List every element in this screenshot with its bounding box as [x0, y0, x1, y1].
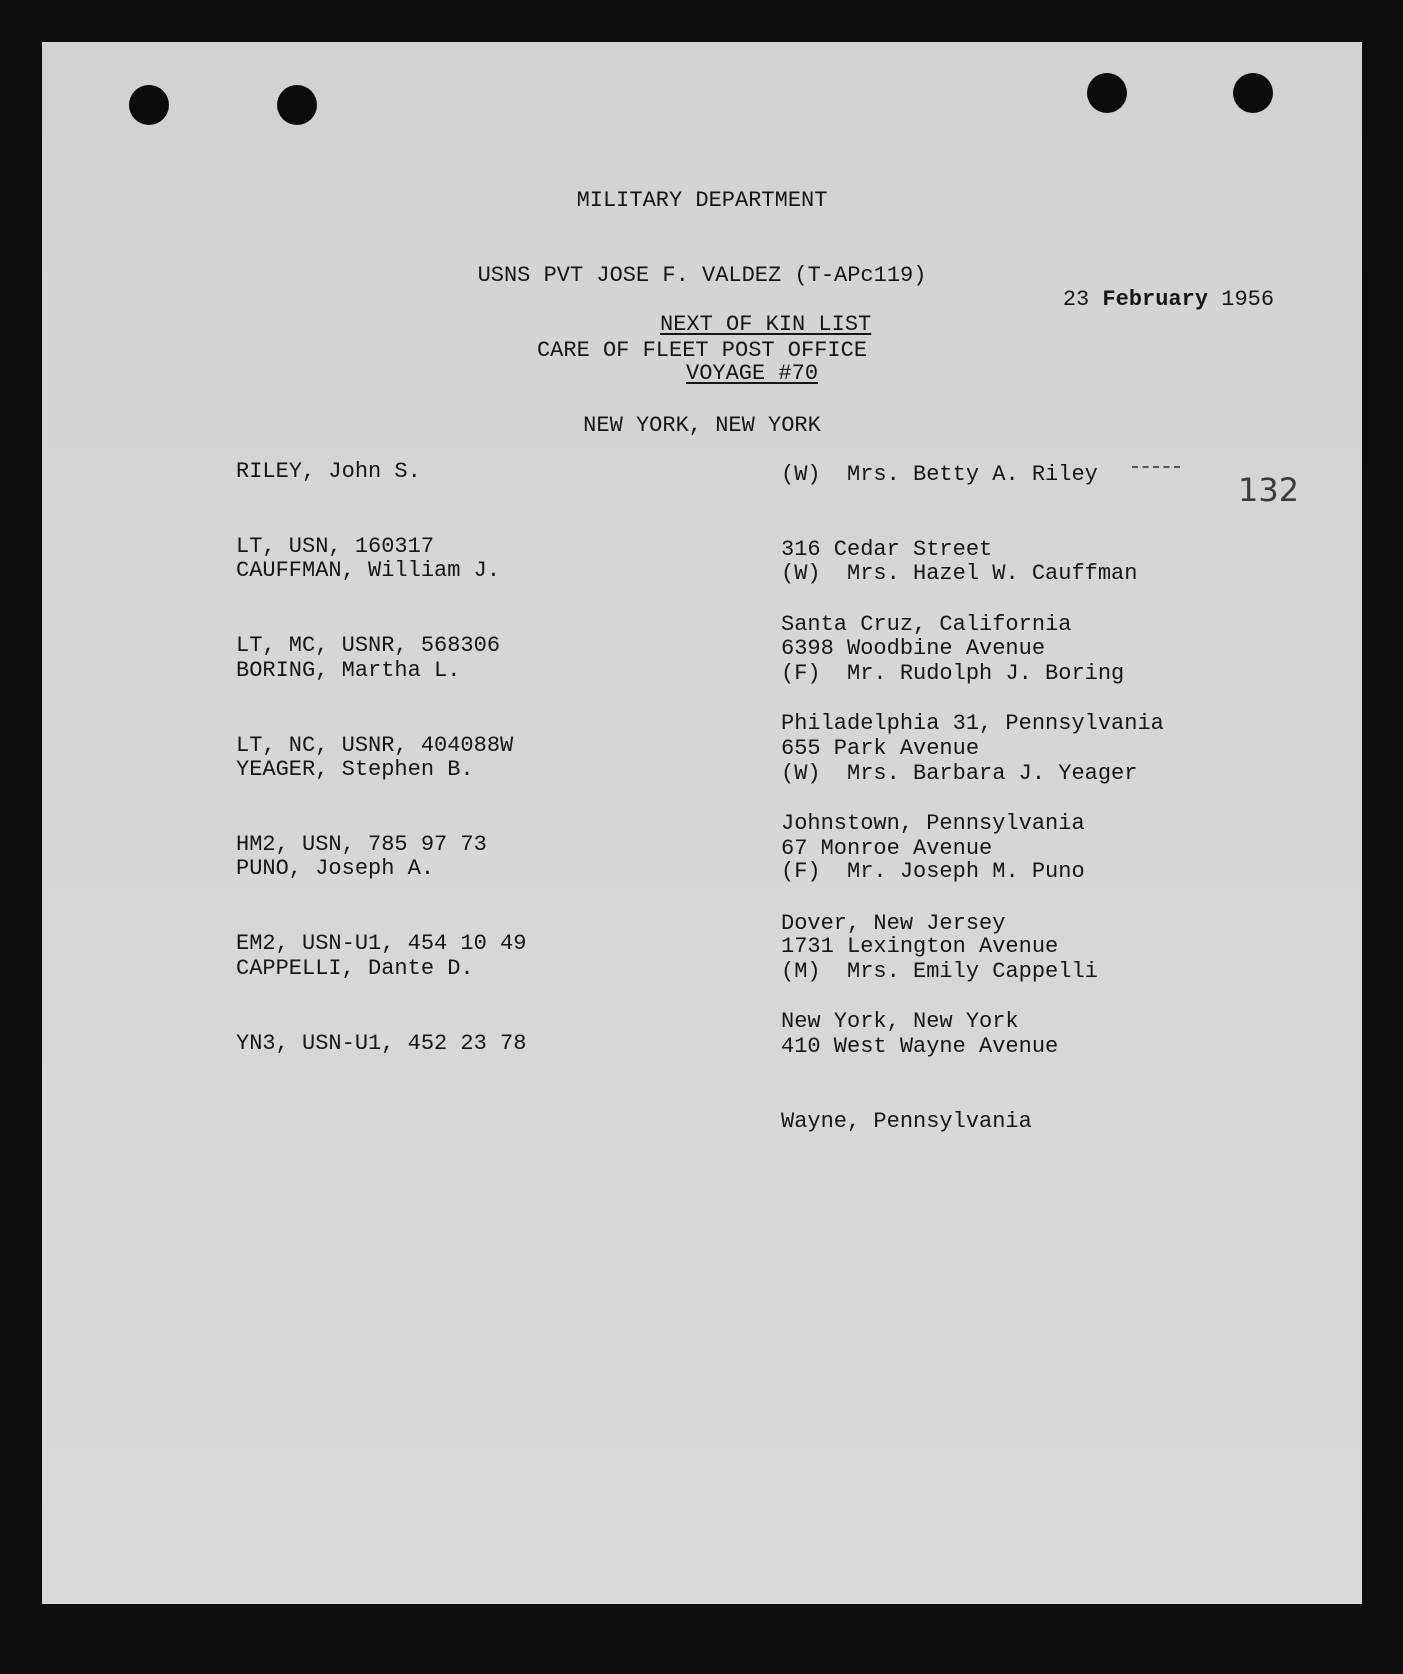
member-rank: LT, USN, 160317: [236, 534, 435, 559]
date-day: 23: [1062, 287, 1090, 312]
kin-name: Mr. Rudolph J. Boring: [847, 661, 1125, 686]
kin-relation: (W): [781, 761, 821, 786]
dash-mark: [1132, 466, 1180, 468]
document-date: [1010, 262, 1274, 337]
kin-street: 1731 Lexington Avenue: [781, 934, 1059, 959]
kin-relation: (W): [781, 561, 821, 586]
member-rank: EM2, USN-U1, 454 10 49: [236, 931, 527, 956]
kin-name-line: [781, 661, 1124, 686]
kin-name-line: [781, 859, 1085, 884]
page-number: 132: [1238, 471, 1300, 509]
member-rank: HM2, USN, 785 97 73: [236, 832, 487, 857]
member-name: PUNO, Joseph A.: [236, 856, 435, 881]
letterhead-line: NEW YORK, NEW YORK: [583, 413, 821, 438]
kin-relation: (F): [781, 661, 821, 686]
voyage-title: VOYAGE #70: [686, 361, 819, 386]
member-name: BORING, Martha L.: [236, 658, 461, 683]
punch-hole-2: [277, 85, 317, 125]
member-name: CAPPELLI, Dante D.: [236, 956, 474, 981]
date-month: February: [1102, 287, 1209, 312]
punch-hole-4: [1233, 73, 1273, 113]
letterhead-line: CARE OF FLEET POST OFFICE: [536, 338, 868, 363]
letterhead-line: MILITARY DEPARTMENT: [576, 188, 828, 213]
punch-hole-3: [1087, 73, 1127, 113]
kin-relation: (F): [781, 859, 821, 884]
letterhead-line: USNS PVT JOSE F. VALDEZ (T-APc119): [477, 263, 927, 288]
kin-relation: (M): [781, 959, 821, 984]
kin-street: 655 Park Avenue: [781, 736, 980, 761]
kin-city: Dover, New Jersey: [781, 911, 1006, 936]
kin-name: Mrs. Emily Cappelli: [847, 959, 1098, 984]
kin-name: Mrs. Betty A. Riley: [847, 462, 1098, 487]
next-of-kin: [781, 909, 1098, 1184]
kin-name-line: [781, 761, 1137, 786]
kin-street: 67 Monroe Avenue: [781, 836, 993, 861]
kin-city: New York, New York: [781, 1009, 1019, 1034]
kin-street: 6398 Woodbine Avenue: [781, 636, 1046, 661]
punch-hole-1: [129, 85, 169, 125]
member-name: YEAGER, Stephen B.: [236, 757, 474, 782]
date-year: 1956: [1221, 287, 1275, 312]
member-rank: YN3, USN-U1, 452 23 78: [236, 1031, 527, 1056]
kin-city: Santa Cruz, California: [781, 612, 1072, 637]
member-name: CAUFFMAN, William J.: [236, 558, 501, 583]
kin-street: 316 Cedar Street: [781, 537, 993, 562]
list-title: NEXT OF KIN LIST: [660, 312, 872, 337]
kin-city: Wayne, Pennsylvania: [781, 1109, 1032, 1134]
kin-name: Mrs. Barbara J. Yeager: [847, 761, 1138, 786]
kin-city: Philadelphia 31, Pennsylvania: [781, 711, 1164, 736]
member-rank: LT, MC, USNR, 568306: [236, 633, 501, 658]
kin-name: Mrs. Hazel W. Cauffman: [847, 561, 1138, 586]
kin-name-line: [781, 959, 1098, 984]
kin-name-line: [781, 462, 1098, 487]
kin-city: Johnstown, Pennsylvania: [781, 811, 1085, 836]
member-rank: LT, NC, USNR, 404088W: [236, 733, 514, 758]
kin-name: Mr. Joseph M. Puno: [847, 859, 1085, 884]
kin-relation: (W): [781, 462, 821, 487]
service-member: [236, 906, 526, 1106]
document-page: [42, 42, 1362, 1604]
kin-name-line: [781, 561, 1164, 586]
member-name: RILEY, John S.: [236, 459, 421, 484]
kin-street: 410 West Wayne Avenue: [781, 1034, 1059, 1059]
